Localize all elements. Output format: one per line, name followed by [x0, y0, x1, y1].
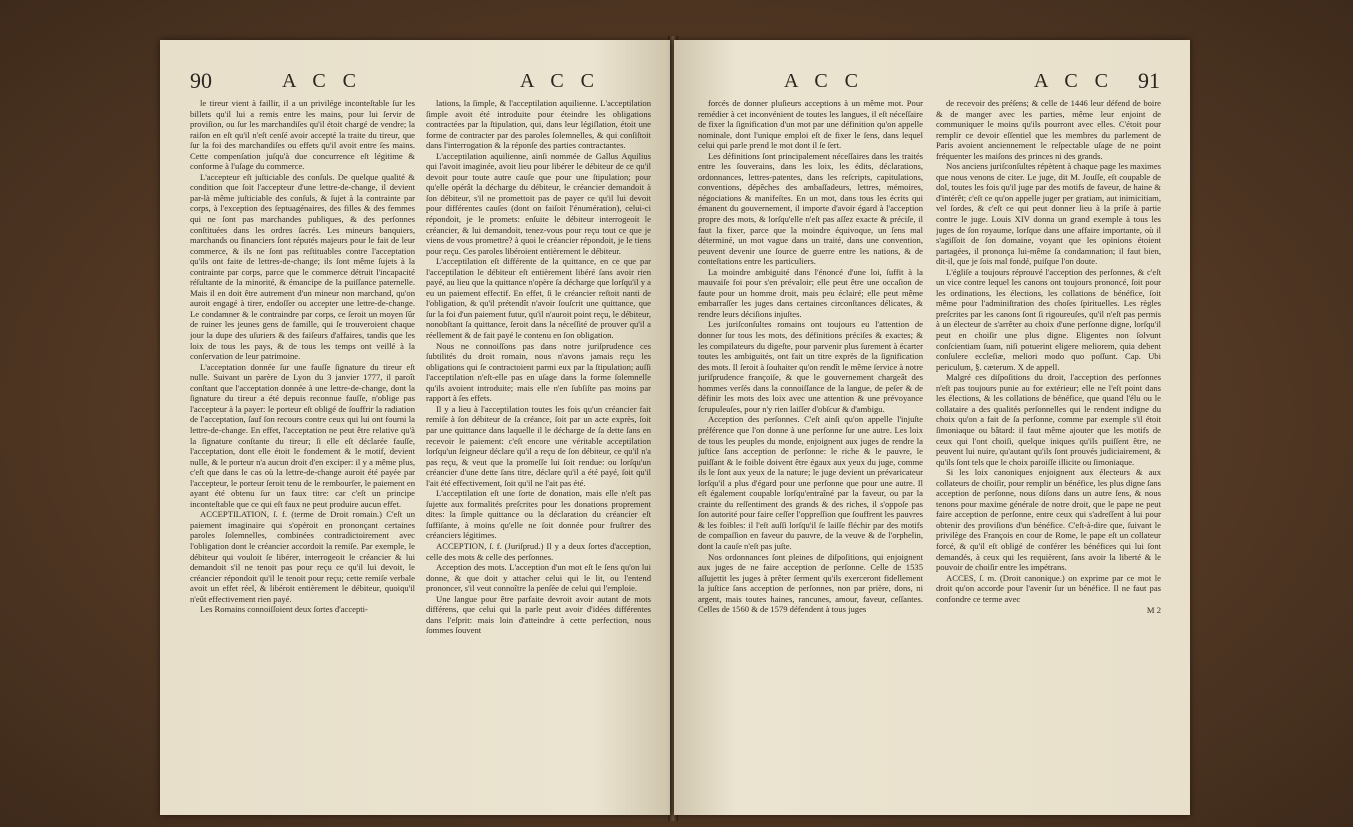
paragraph: Nos ordonnances ſont pleines de diſpoſitions, qui enjoignent aux juges de ne faire acception de perſonne. Celle de 1535 aſſujettit les juges à prêter ſerment qu'ils exerceront fidellement la juſtice ſans acception de perſonnes, non par prière, dons, ni argent, mais toutes haines, rancunes, amour, faveur, ceſſantes. Celles de 1560 & de 1579 défendent à tous juges [698, 551, 923, 615]
paragraph: forcés de donner pluſieurs acceptions à un même mot. Pour remédier à cet inconvénient de toutes les langues, il eſt néceſſaire de fixer la ſignification d'un mot par une définition qu'on appelle nominale, dont l'unique emploi eſt de fixer le ſens, dans lequel celui qui parle prend le mot dont il ſe ſert. [698, 98, 923, 151]
paragraph: L'égliſe a toujours réprouvé l'acception des perſonnes, & c'eſt un vice contre lequel les canons ont toujours prononcé, ſoit pour les ordinations, les élections, les collations de bénéfice, ſoit même pour l'adminiſtration des choſes ſpirituelles. Les règles preſcrites par les canons ſont ſi rigoureuſes, qu'il n'eſt pas permis à un électeur de s'arrêter au choix d'une perſonne digne, lorſqu'il peut en choiſir une plus digne. Eligentes non ſolvunt conſcientiam ſuam, niſi potuerint eligere meliorem, quia debent conſulere eccleſiæ, meliori modo quo poſſunt. Cap. Ubi periculum, §. cæterum. X de appell. [936, 266, 1161, 372]
left-column-1 [190, 98, 415, 798]
paragraph: Acception des mots. L'acception d'un mot eſt le ſens qu'on lui donne, & que doit y attacher celui qui le lit, ou l'entend prononcer, s'il veut connoître la penſée de celui qui l'emploie. [426, 562, 651, 594]
paragraph: Les juriſconſultes romains ont toujours eu l'attention de donner ſur tous les mots, des définitions préciſes & exactes; & les compilateurs du digeſte, pour parvenir plus ſurement à écarter toutes les ambiguités, ont fait un titre exprès de la ſignification des mots. Il ſeroit à ſouhaiter qu'on rendît le même ſervice à notre juriſprudence françoiſe, & que le gouvernement chargeât des hommes verſés dans la connoiſſance de la langue, de peſer & de définir les mots des loix avec une attention & une prévoyance ſcrupuleuſes, pour n'y rien laiſſer d'obſcur & d'ambigu. [698, 319, 923, 414]
left-running-head-1: A C C [282, 70, 363, 92]
paragraph: lations, la ſimple, & l'acceptilation aquilienne. L'acceptilation ſimple avoit été introduite pour éteindre les obligations contractées par la ſtipulation, qui, dans leur légiſlation, étoit une forme de contracter par des paroles ſolemnelles, & qui conſiſtoit dans l'interrogation & la réponſe des parties contractantes. [426, 98, 651, 151]
right-column-1 [698, 98, 923, 798]
paragraph: L'acceptilation eſt une ſorte de donation, mais elle n'eſt pas ſujette aux formalités preſcrites pour les donations proprement dites: la ſimple quittance ou la déclaration du créancier eſt ſuffiſante, à moins qu'elle ne ſoit donnée pour fruſtrer des créanciers légitimes. [426, 488, 651, 541]
right-page [674, 40, 1190, 815]
paragraph: ACCES, ſ. m. (Droit canonique.) on exprime par ce mot le droit qu'on accorde pour l'avenir ſur un bénéfice. Il ne faut pas confondre ce terme avec [936, 572, 1161, 604]
left-running-head-2: A C C [520, 70, 601, 92]
paragraph: le tireur vient à faillir, il a un privilége inconteſtable ſur les billets qu'il lui a remis entre les mains, pour lui ſervir de proviſion, ou ſur les marchandiſes qu'il étoit chargé de vendre; la raiſon en eſt qu'il n'eſt cenſé avoir accepté la traite du tireur, que ſur la foi des marchandiſes ou effets qu'il avoit entre ſes mains. Cette compenſation juſqu'à due concurrence eſt légitime & conforme à l'uſage du commerce. [190, 98, 415, 172]
paragraph: Nous ne connoiſſons pas dans notre juriſprudence ces ſubtilités du droit romain, nous n'avons jamais reçu les obligations qui ſe contractoient parmi eux par la ſtipulation; auſſi l'acceptilation n'eſt-elle pas en uſage dans la forme ſolemnelle qu'ils avoient introduite; mais elle n'en ſubſiſte pas moins par rapport à ſes effets. [426, 340, 651, 404]
right-page-header [704, 68, 1160, 98]
signature-mark: M 2 [1146, 605, 1161, 616]
right-running-head-1: A C C [784, 70, 865, 92]
paragraph: Nos anciens juriſconſultes répètent à chaque page les maximes que nous venons de citer. Le juge, dit M. Jouſſe, eſt coupable de dol, toutes les fois qu'il juge par des motifs de faveur, de haine & d'intérêt; c'eſt ce qu'on appelle juger per gratiam, aut inimicitiam, vel ſordes, & c'eſt ce qui peut donner lieu à la priſe à partie contre le juge. Louis XIV donna un grand exemple à tous les juges de ſon royaume, lorſque dans une affaire importante, où il s'agiſſoit de ſon domaine, voyant que les opinions étoient partagées, il prononça lui-même ſa condamnation; il faut bien, dit-il, que je ſois mal fondé, puiſque l'on doute. [936, 161, 1161, 267]
left-page [160, 40, 670, 815]
left-page-number: 90 [190, 68, 212, 93]
right-column-2 [936, 98, 1161, 798]
paragraph: L'acceptilation aquilienne, ainſi nommée de Gallus Aquilius qui l'avoit imaginée, avoit lieu pour libérer le débiteur de ce qu'il devoit pour toute autre cauſe que pour une ſtipulation; pour qu'elle opérât la décharge du débiteur, le créancier demandoit à ſon débiteur, s'il ne promettoit pas de payer ce qu'il lui devoit pour différentes cauſes (dont on faiſoit l'énumération), celui-ci répondoit, je le promets: enſuite le débiteur interrogeoit le créancier, & lui demandoit, tenez-vous pour reçu tout ce que je viens de vous promettre? à quoi le créancier répondoit, je le tiens pour reçu. Ces paroles libéroient entièrement le débiteur. [426, 150, 651, 256]
left-column-2 [426, 98, 651, 798]
paragraph: L'accepteur eſt juſticiable des conſuls. De quelque qualité & condition que ſoit l'accepteur d'une lettre-de-change, il devient par-là même juſticiable des conſuls, & ſujet à la contrainte par corps, à l'exception des ſeptuagénaires, des filles & des femmes qui ne ſont pas marchandes publiques, & des perſonnes conſtituées dans les ordres ſacrés. Les mineurs banquiers, marchands ou financiers ſont réputés majeurs pour le fait de leur commerce, & ils ne ſont pas reſtituables contre l'acceptation qu'ils ont faite de lettres-de-change; ils ſont même ſujets à la contrainte par corps, parce que le commerce détruit l'incapacité réſultante de la minorité, & émancipe de la puiſſance paternelle. Mais il en doit être autrement d'un mineur non marchand, qu'on auroit engagé à tirer, endoſſer ou accepter une lettre-de-change. Le condamner & le contraindre par corps, ce ſeroit un moyen ſûr de ruiner les jeunes gens de famille, qui ſe trouveroient chaque jour la dupe des uſuriers & des faiſeurs d'affaires, tandis que les loix de tous les pays, & de tous les temps ont veillé à la conſervation de leur patrimoine. [190, 171, 415, 362]
right-page-number: 91 [1138, 68, 1160, 93]
paragraph: Une langue pour être parfaite devroit avoir autant de mots différens, que celui qui la parle peut avoir d'idées différentes dans l'eſprit: mais loin d'atteindre à cette perfection, nous ſommes ſouvent [426, 593, 651, 636]
paragraph: ACCEPTILATION, ſ. f. (terme de Droit romain.) C'eſt un paiement imaginaire qui s'opéroit en prononçant certaines paroles ſolemnelles, combinées contradictoirement avec l'obligation dont le créancier accordoit la remiſe. Par exemple, le débiteur qui vouloit ſe libérer, interrogeoit le créancier & lui demandoit s'il ne tenoit pas pour reçu ce qu'il lui devoit, le créancier répondoit qu'il le tenoit pour reçu; cette remiſe verbale avoit un effet réel, & libéroit entièrement le débiteur, quoiqu'il n'eût effectivement rien payé. [190, 509, 415, 604]
paragraph: Malgré ces diſpoſitions du droit, l'acception des perſonnes n'eſt pas toujours punie au for extérieur; elle ne l'eſt point dans les élections, & les collations de bénéfice, que quand l'élu ou le collataire a des qualités perſonnelles qui le rendent indigne du choix qu'on a fait de ſa perſonne, comme par exemple s'il étoit ſimoniaque ou bâtard: il faut même ajouter que les motifs de ceux qui l'ont choiſi, quelque iniques qu'ils puiſſent être, ne peuvent lui nuire, qu'autant qu'ils ſont prouvés judiciairement, & qu'ils ſont tels que le choix paroiſſe illicite ou ſimoniaque. [936, 372, 1161, 467]
paragraph: ACCEPTION, ſ. f. (Juriſprud.) Il y a deux ſortes d'acception, celle des mots & celle des perſonnes. [426, 540, 651, 562]
paragraph: Les Romains connoiſſoient deux ſortes d'accepti- [200, 604, 368, 615]
paragraph: Les définitions ſont principalement néceſſaires dans les traités entre les ſouverains, dans les loix, les édits, déclarations, ordonnances, lettres-patentes, dans les reſcripts, capitulations, conventions, dépêches des ambaſſadeurs, lettres, mémoires, négociations & manifeſtes. En un mot, dans tous les écrits qui émanent du gouvernement, il importe d'avoir égard à l'acception propre des mots, & lorſqu'elle n'eſt pas aſſez exacte & préciſe, il faut la fixer, parce que la moindre équivoque, un ſens mal déterminé, un mot vague dans un traité, dans une convention, peuvent devenir une ſource de guerre entre les nations, & de conteſtations entre les particuliers. [698, 150, 923, 267]
paragraph: La moindre ambiguité dans l'énoncé d'une loi, ſuffit à la mauvaiſe foi pour s'en prévaloir; elle peut être une occaſion de faute pour un homme droit, mais peu éclairé; elle peut même embarraſſer les juges dans certaines circonſtances délicates, & rendre leurs déciſions injuſtes. [698, 266, 923, 319]
left-page-header [190, 68, 640, 98]
paragraph: Il y a lieu à l'acceptilation toutes les fois qu'un créancier fait remiſe à ſon débiteur de ſa créance, ſoit par un acte exprès, ſoit par une quittance dans laquelle il le décharge de ſa dette ſans en recevoir le paiement: c'eſt encore une véritable acceptilation lorſqu'un ſeigneur déclare qu'il a reçu de ſon débiteur, ce qu'il n'a pas reçu, & veut que la promeſſe lui ſoit rendue: ou lorſqu'un créancier d'une dette ſans titre, déclare qu'il a été payé, ſoit qu'il l'ait été effectivement, ſoit qu'il ne l'ait pas été. [426, 403, 651, 488]
paragraph: L'acceptilation eſt différente de la quittance, en ce que par l'acceptilation le débiteur eſt entièrement libéré ſans avoir rien payé, au lieu que la quittance n'opère ſa décharge que lorſqu'il y a eu un paiement effectif. En effet, ſi le créancier reſtoit nanti de l'obligation, & qu'il prétendît n'avoir ſouſcrit une quittance, que ſur la foi d'un paiement futur, qu'il n'auroit point reçu, le débiteur, nonobſtant ſa quittance, ſeroit dans la néceſſité de prouver qu'il a réellement & de fait payé le contenu en ſon obligation. [426, 256, 651, 341]
paragraph: Acception des perſonnes. C'eſt ainſi qu'on appelle l'injuſte préférence que l'on donne à une perſonne ſur une autre. Les loix de tous les peuples du monde, enjoignent aux juges de rendre la juſtice ſans acception de perſonne: le riche & le pauvre, le puiſſant & le foible doivent être égaux aux yeux du juge, comme ils le ſont aux yeux de la nature; le juge devient un prévaricateur lorſqu'il a plus d'égard pour une perſonne que pour une autre. Il eſt également coupable lorſqu'entraîné par la faveur, ou par la crainte du reſſentiment des grands & des riches, il s'oppoſe pas ſon autorité pour faire ceſſer l'oppreſſion que ſouffrent les pauvres & les foibles: il l'eſt auſſi lorſqu'il ſe laiſſe fléchir par des motifs de compaſſion en faveur du pauvre, de la veuve & de l'orphelin, dont la cauſe n'eſt pas juſte. [698, 414, 923, 551]
paragraph: Si les loix canoniques enjoignent aux électeurs & aux collateurs de choiſir, pour remplir un bénéfice, les plus digne ſans acception de perſonne, nous diſons dans un autre ſens, & nous tenons pour maxime générale de notre droit, que le pape ne peut faire acception de perſonne, entre ceux qui s'adreſſent à lui pour obtenir des proviſions d'un bénéfice. C'eſt-à-dire que, ſuivant le privilège des François en cour de Rome, le pape eſt un collateur forcé, & qu'il eſt obligé de conférer les bénéfices qui lui ſont demandés, à ceux qui les requièrent, ſans avoir la liberté & le pouvoir de choiſir entre les impétrans. [936, 467, 1161, 573]
paragraph: de recevoir des préſens; & celle de 1446 leur défend de boire & de manger avec les parties, même leur enjoint de communiquer le moins qu'ils pourront avec elles. C'étoit pour remplir ce devoir eſſentiel que les membres du parlement de Paris avoient anciennement le reſpectable uſage de ne point fréquenter les maiſons des princes ni des grands. [936, 98, 1161, 161]
paragraph: L'acceptation donnée ſur une fauſſe ſignature du tireur eſt nulle. Suivant un parère de Lyon du 3 janvier 1777, il paroît conſtant que l'acceptation donnée à une lettre-de-change, dont la ſignature du tireur a été depuis reconnue fauſſe, n'oblige pas l'accepteur à la payer: le porteur eſt obligé de ſouffrir la radiation de l'acceptation, ſauf ſon recours contre ceux qui lui ont fourni la lettre-de-change. En effet, l'acceptation ne peut être relative qu'à la ſignature conſtante du tireur; ſi elle eſt déclarée fauſſe, l'acceptation, dont elle étoit le fondement & le motif, devient nulle, & le porteur n'a aucun droit d'en exciper: il y a même plus, c'eſt que dans le cas où la lettre-de-change auroit été payée par l'accepteur, le porteur ſeroit tenu de le rembourſer, le paiement en ayant été obtenu ſur un faux titre: car c'eſt un principe inconteſtable que ce qui eſt faux ne peut produire aucun effet. [190, 361, 415, 509]
right-running-head-2: A C C [1034, 70, 1115, 92]
